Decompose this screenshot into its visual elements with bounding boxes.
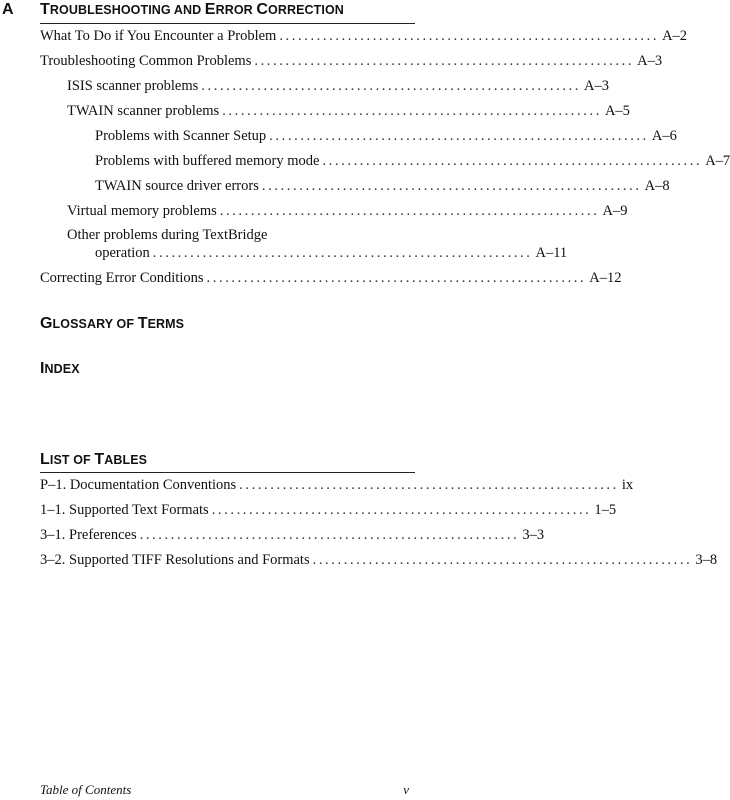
toc-entry[interactable]: ISIS scanner problems ............................................................. A–3 (67, 78, 609, 94)
toc-entry[interactable]: TWAIN scanner problems ............................................................. A–5 (67, 103, 630, 119)
heading-rule (40, 472, 415, 473)
footer-section-title: Table of Contents (40, 782, 132, 797)
toc-entry-first-line[interactable]: Other problems during TextBridge (67, 227, 268, 243)
table-list-entry[interactable]: 1–1. Supported Text Formats ............................................................. 1–5 (40, 502, 617, 518)
toc-entry[interactable]: Virtual memory problems ............................................................. A–9 (67, 203, 628, 219)
dot-leader: ............................................................. (254, 53, 635, 69)
dot-leader: ............................................................. (139, 527, 520, 543)
table-list-entry[interactable]: 3–1. Preferences ............................................................. 3–3 (40, 527, 545, 543)
list-of-tables-heading: LIST OF TABLES (40, 451, 148, 468)
dot-leader: ............................................................. (152, 245, 533, 261)
dot-leader: ............................................................. (312, 552, 693, 568)
dot-leader: ............................................................. (206, 270, 587, 286)
table-list-entry[interactable]: P–1. Documentation Conventions ............................................................. ix (40, 477, 634, 493)
appendix-title: TROUBLESHOOTING AND ERROR CORRECTION (40, 1, 344, 18)
dot-leader: ............................................................. (279, 28, 660, 44)
dot-leader: ............................................................. (322, 153, 703, 169)
toc-entry[interactable]: Correcting Error Conditions ............................................................. A–12 (40, 270, 622, 286)
toc-entry[interactable]: Problems with buffered memory mode ............................................................. A–7 (95, 153, 730, 169)
dot-leader: ............................................................. (222, 103, 602, 119)
dot-leader: ............................................................. (201, 78, 582, 94)
toc-entry[interactable]: Problems with Scanner Setup ............................................................. A–6 (95, 128, 677, 144)
toc-entry[interactable]: Troubleshooting Common Problems ............................................................. A–3 (40, 53, 663, 69)
heading-rule (40, 23, 415, 24)
toc-entry[interactable]: What To Do if You Encounter a Problem ............................................................. A–2 (40, 28, 688, 44)
dot-leader: ............................................................. (219, 203, 600, 219)
dot-leader: ............................................................. (211, 502, 592, 518)
toc-entry[interactable]: operation ............................................................. A–11 (95, 245, 568, 261)
glossary-heading[interactable]: GLOSSARY OF TERMS (40, 315, 185, 332)
dot-leader: ............................................................. (239, 477, 619, 493)
footer-page-number: v (403, 782, 409, 797)
table-list-entry[interactable]: 3–2. Supported TIFF Resolutions and Formats ............................................................. 3–8 (40, 552, 718, 568)
dot-leader: ............................................................. (269, 128, 649, 144)
appendix-letter: A (2, 1, 14, 18)
dot-leader: ............................................................. (261, 178, 642, 194)
toc-entry[interactable]: TWAIN source driver errors ............................................................. A–8 (95, 178, 670, 194)
index-heading[interactable]: INDEX (40, 360, 80, 377)
